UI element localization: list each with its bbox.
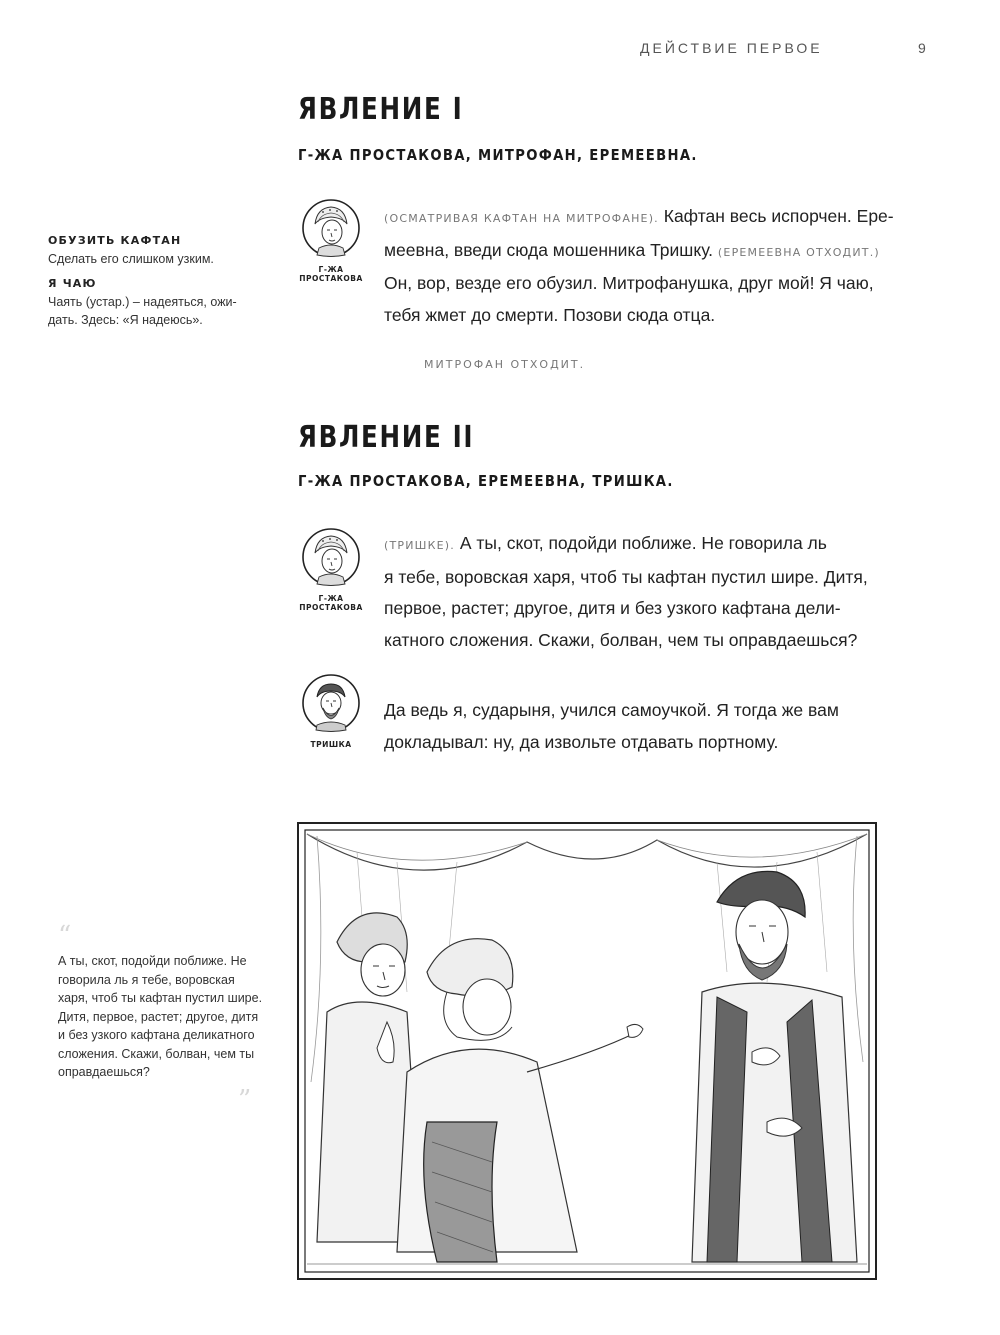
running-title: ДЕЙСТВИЕ ПЕРВОЕ [640, 40, 823, 56]
speech-line [384, 235, 894, 269]
page-number: 9 [918, 40, 926, 56]
prostakova-portrait-icon [301, 527, 361, 587]
speech-line: докладывал: ну, да извольте отдавать портному. [384, 731, 779, 752]
scene-title: ЯВЛЕНИЕ I [298, 92, 464, 127]
glossary-term: Я ЧАЮ [48, 277, 97, 290]
speaker-portrait [299, 198, 363, 283]
glossary-definition: Чаять (устар.) – надеяться, ожи- [48, 295, 237, 309]
engraving-illustration [297, 822, 877, 1280]
scene-illustration [297, 822, 877, 1280]
speaker-portrait [299, 527, 363, 612]
speech-line: тебя жмет до смерти. Позови сюда отца. [384, 304, 716, 325]
quote-close-mark: ” [238, 1085, 252, 1115]
speech-line: катного сложения. Скажи, болван, чем ты оправдаешься? [384, 629, 858, 650]
speaker-label: ТРИШКА [310, 740, 352, 749]
quote-line: оправдаешься? [58, 1065, 150, 1079]
glossary [48, 234, 263, 329]
quote-open-mark: “ [58, 921, 72, 951]
side-quote [58, 921, 273, 1115]
speech-line: Да ведь я, сударыня, учился самоучкой. Я тогда же вам [384, 700, 839, 720]
speaker-label: Г-ЖА [318, 265, 344, 274]
stage-direction-inline: (ОСМАТРИВАЯ КАФТАН НА МИТРОФАНЕ). [384, 212, 659, 225]
glossary-term: ОБУЗИТЬ КАФТАН [48, 234, 182, 247]
quote-line: говорила ль я тебе, воровская [58, 972, 235, 987]
speaker-label: Г-ЖА [318, 594, 344, 603]
scene-cast: Г-ЖА ПРОСТАКОВА, МИТРОФАН, ЕРЕМЕЕВНА. [298, 146, 698, 164]
stage-direction-inline: (ТРИШКЕ). [384, 539, 455, 552]
glossary-definition: Сделать его слишком узким. [48, 252, 214, 266]
speech-line [384, 528, 894, 562]
scene-cast: Г-ЖА ПРОСТАКОВА, ЕРЕМЕЕВНА, ТРИШКА. [298, 472, 674, 490]
stage-direction: МИТРОФАН ОТХОДИТ. [424, 358, 586, 371]
speech-text: А ты, скот, подойди поближе. Не говорила ль [454, 533, 827, 553]
prostakova-portrait-icon [301, 198, 361, 258]
scene-title: ЯВЛЕНИЕ II [298, 420, 475, 455]
quote-line: и без узкого кафтана деликатного [58, 1028, 255, 1042]
speaker-portrait [299, 673, 363, 749]
speech-line [384, 201, 894, 235]
speech-text: Кафтан весь испорчен. Ере- [658, 206, 894, 226]
glossary-definition: дать. Здесь: «Я надеюсь». [48, 313, 203, 327]
speech-text: меевна, введи сюда мошенника Тришку. [384, 239, 718, 260]
quote-line: Дитя, первое, растет; другое, дитя [58, 1009, 259, 1024]
speaker-label: ПРОСТАКОВА [299, 274, 363, 283]
quote-line: харя, чтоб ты кафтан пустил шире. [58, 991, 263, 1005]
scene2-speech-prostakova [384, 528, 894, 656]
speaker-label: ПРОСТАКОВА [299, 603, 363, 612]
quote-line: сложения. Скажи, болван, чем ты [58, 1046, 255, 1061]
speech-line: первое, растет; другое, дитя и без узкого кафтана дели- [384, 598, 841, 618]
trishka-portrait-icon [301, 673, 361, 733]
scene2-speech-trishka [384, 695, 894, 758]
speech-line: я тебе, воровская харя, чтоб ты кафтан пустил шире. Дитя, [384, 566, 868, 587]
speech-line: Он, вор, везде его обузил. Митрофанушка, друг мой! Я чаю, [384, 273, 874, 293]
stage-direction-inline: (ЕРЕМЕЕВНА ОТХОДИТ.) [717, 245, 880, 259]
scene1-speech [384, 201, 894, 331]
quote-line: А ты, скот, подойди поближе. Не [58, 954, 247, 968]
